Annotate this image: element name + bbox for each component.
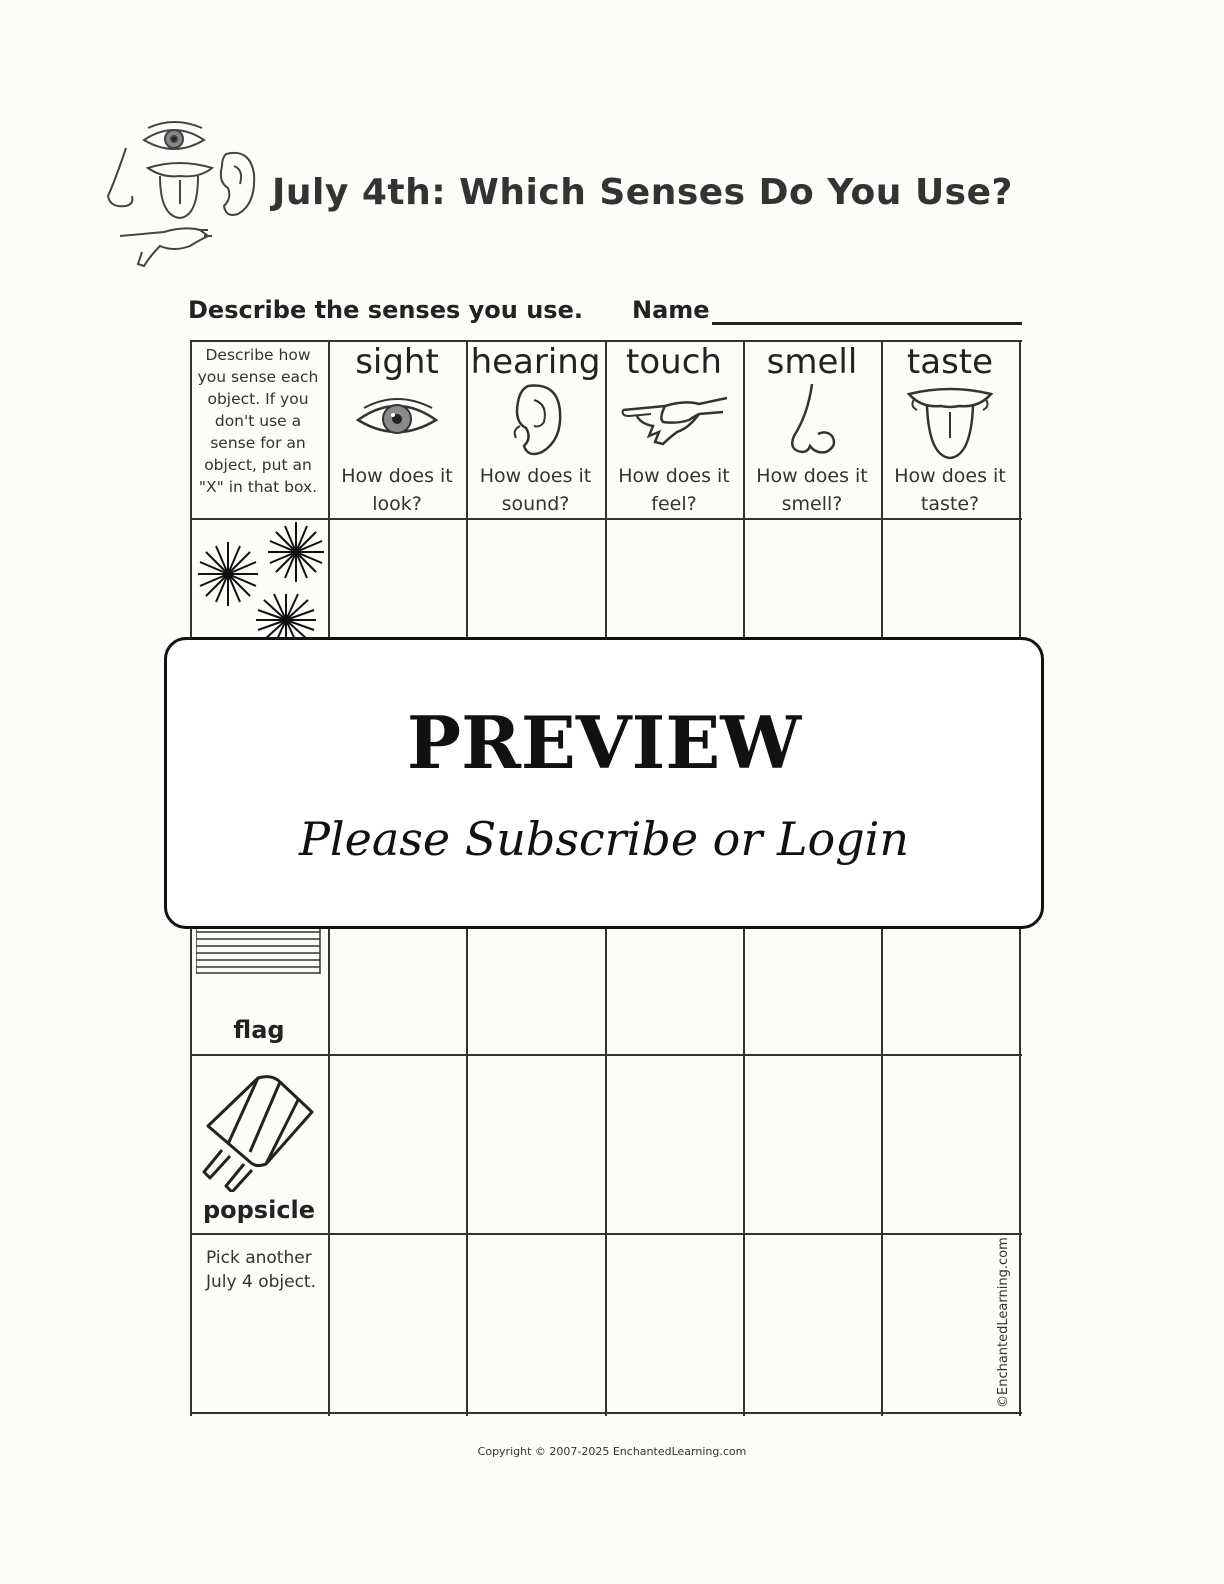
header-sight [328,340,466,518]
object-label-popsicle: popsicle [202,1196,316,1224]
intro-instructions: Describe how you sense each object. If you don't use a sense for an object, put an "X" in that box. [197,346,319,496]
instruction-text: Describe the senses you use. [188,296,583,324]
ear-icon [506,382,566,458]
flag-icon [196,928,322,974]
eye-icon [352,388,442,448]
tongue-icon [905,386,995,462]
sense-question: How does it look? [341,465,453,515]
sense-name: smell [766,342,858,382]
header-smell [743,340,881,518]
preview-overlay[interactable] [164,637,1044,929]
preview-title: PREVIEW [406,700,802,785]
sense-name: hearing [470,342,601,382]
nose-icon [782,380,842,460]
pick-another-text: Pick another July 4 object. [206,1248,316,1292]
popsicle-icon [200,1072,320,1192]
sense-name: taste [906,342,994,382]
header-hearing [466,340,605,518]
name-field-line[interactable] [712,322,1022,325]
fireworks-icon [194,522,326,638]
sense-question: How does it feel? [618,465,730,515]
sense-name: touch [626,342,722,382]
page-title: July 4th: Which Senses Do You Use? [272,172,1013,213]
hand-icon [619,388,729,448]
sense-question: How does it smell? [756,465,868,515]
header-taste [881,340,1019,518]
sense-question: How does it taste? [894,465,1006,515]
name-label: Name [632,296,710,324]
senses-face-icon [104,118,260,270]
sense-question: How does it sound? [479,465,592,515]
object-label-flag: flag [233,1016,285,1044]
side-copyright: ©EnchantedLearning.com [996,1237,1011,1408]
header-touch [605,340,743,518]
subscribe-login-link[interactable]: Please Subscribe or Login [298,812,910,866]
footer-copyright: Copyright © 2007-2025 EnchantedLearning.com [477,1445,747,1458]
sense-name: sight [355,342,439,382]
